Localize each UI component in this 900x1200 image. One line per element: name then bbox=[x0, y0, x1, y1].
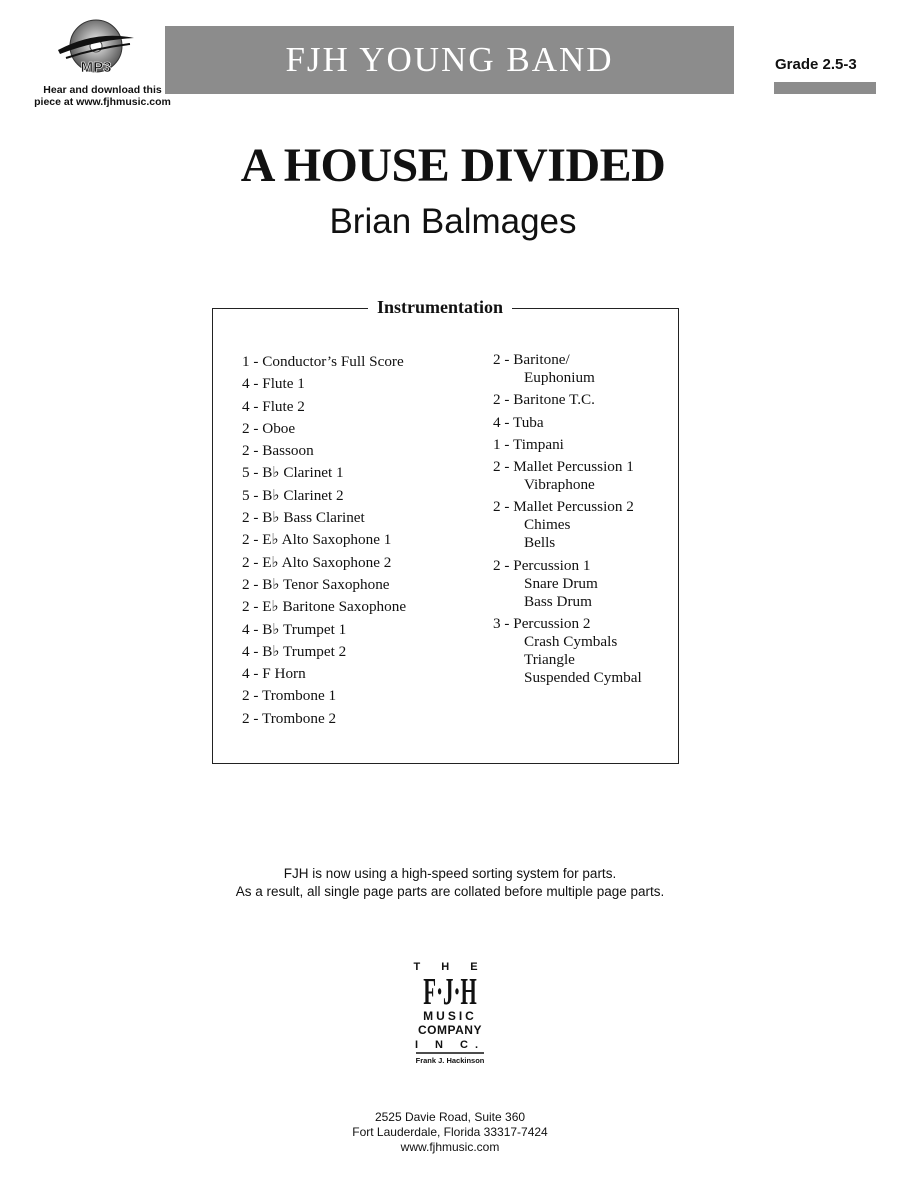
fjh-logo bbox=[410, 958, 490, 1066]
instrument-item: 5 - B♭ Clarinet 1 bbox=[242, 464, 344, 482]
instrument-item bbox=[493, 557, 642, 611]
instrument-item: 1 - Conductor’s Full Score bbox=[242, 353, 404, 370]
instrument-item: 2 - E♭ Alto Saxophone 2 bbox=[242, 553, 392, 571]
notice-line: FJH is now using a high-speed sorting system for parts. bbox=[283, 866, 617, 881]
address-website: www.fjhmusic.com bbox=[400, 1140, 500, 1154]
logo-line: I N C. bbox=[414, 1039, 486, 1051]
instrument-subpart: Bells bbox=[524, 534, 556, 552]
instrument-item: 5 - B♭ Clarinet 2 bbox=[242, 486, 344, 504]
notice-line: As a result, all single page parts are collated before multiple page parts. bbox=[235, 884, 665, 899]
publisher-address bbox=[0, 1110, 900, 1155]
instrument-subpart: Euphonium bbox=[524, 369, 595, 386]
instrument-subpart: Crash Cymbals bbox=[524, 633, 618, 651]
instrument-subpart: Bass Drum bbox=[524, 592, 592, 610]
instrument-item: 4 - Flute 1 bbox=[242, 375, 305, 393]
logo-line: F·J·H bbox=[423, 970, 477, 1013]
instrument-subpart: Vibraphone bbox=[524, 476, 595, 494]
composer-name: Brian Balmages bbox=[329, 202, 577, 241]
instrument-item: 2 - B♭ Bass Clarinet bbox=[242, 509, 365, 527]
piece-title: A HOUSE DIVIDED bbox=[240, 139, 666, 192]
instrument-item bbox=[493, 458, 642, 494]
instrument-item bbox=[493, 436, 642, 454]
instrument-item: 4 - Flute 2 bbox=[242, 397, 305, 415]
instrument-label: 4 - Tuba bbox=[493, 413, 544, 431]
instrument-item: 2 - Oboe bbox=[242, 419, 296, 437]
instrument-label: 1 - Timpani bbox=[493, 435, 564, 453]
series-title: FJH YOUNG BAND bbox=[285, 40, 614, 79]
mp3-caption-line: Hear and download this bbox=[43, 84, 162, 96]
logo-line: COMPANY bbox=[418, 1023, 482, 1037]
instrument-label: 3 - Percussion 2 bbox=[493, 615, 591, 633]
instrument-item: 4 - B♭ Trumpet 2 bbox=[242, 642, 347, 660]
series-band bbox=[165, 26, 734, 94]
instrument-item: 2 - Trombone 1 bbox=[242, 687, 337, 705]
mp3-disc-icon bbox=[56, 18, 136, 80]
mp3-caption bbox=[20, 84, 185, 108]
instrument-label: 2 - Mallet Percussion 1 bbox=[493, 458, 634, 476]
instrument-label: 2 - Percussion 1 bbox=[493, 556, 591, 574]
instrument-subpart: Snare Drum bbox=[524, 574, 598, 592]
instrument-item bbox=[493, 391, 642, 409]
instrument-item: 2 - Bassoon bbox=[242, 442, 314, 460]
instrument-item: 2 - E♭ Baritone Saxophone bbox=[242, 598, 407, 616]
instrument-subpart: Triangle bbox=[524, 651, 575, 669]
instrument-item bbox=[493, 414, 642, 432]
instrument-item bbox=[493, 615, 642, 687]
instrument-item bbox=[493, 351, 642, 387]
instrument-label: 2 - Baritone/ bbox=[493, 351, 570, 368]
address-line: Fort Lauderdale, Florida 33317-7424 bbox=[352, 1125, 548, 1139]
logo-line: T H E bbox=[413, 961, 487, 973]
mp3-badge bbox=[20, 18, 171, 113]
instrumentation-heading: Instrumentation bbox=[368, 297, 512, 318]
instrument-item: 2 - E♭ Alto Saxophone 1 bbox=[242, 531, 392, 549]
instrumentation-right-column bbox=[493, 351, 642, 691]
logo-line: MUSIC bbox=[423, 1009, 477, 1023]
instrument-subpart: Suspended Cymbal bbox=[524, 669, 642, 687]
mp3-label: MP3 bbox=[80, 59, 112, 76]
grade-bar bbox=[774, 82, 876, 94]
sorting-notice bbox=[0, 865, 900, 901]
instrument-label: 2 - Mallet Percussion 2 bbox=[493, 498, 634, 516]
address-line: 2525 Davie Road, Suite 360 bbox=[374, 1110, 526, 1124]
instrument-item bbox=[493, 498, 642, 552]
instrument-item: 4 - B♭ Trumpet 1 bbox=[242, 620, 347, 638]
grade-label: Grade 2.5-3 bbox=[775, 56, 857, 73]
logo-founder: Frank J. Hackinson bbox=[415, 1056, 485, 1065]
instrument-subpart: Chimes bbox=[524, 516, 571, 534]
instrument-item: 4 - F Horn bbox=[242, 665, 306, 683]
instrument-item: 2 - B♭ Tenor Saxophone bbox=[242, 575, 390, 593]
instrument-item: 2 - Trombone 2 bbox=[242, 709, 337, 727]
mp3-caption-line: piece at www.fjhmusic.com bbox=[34, 96, 171, 108]
instrumentation-left-column bbox=[242, 351, 406, 730]
instrument-label: 2 - Baritone T.C. bbox=[493, 391, 595, 409]
